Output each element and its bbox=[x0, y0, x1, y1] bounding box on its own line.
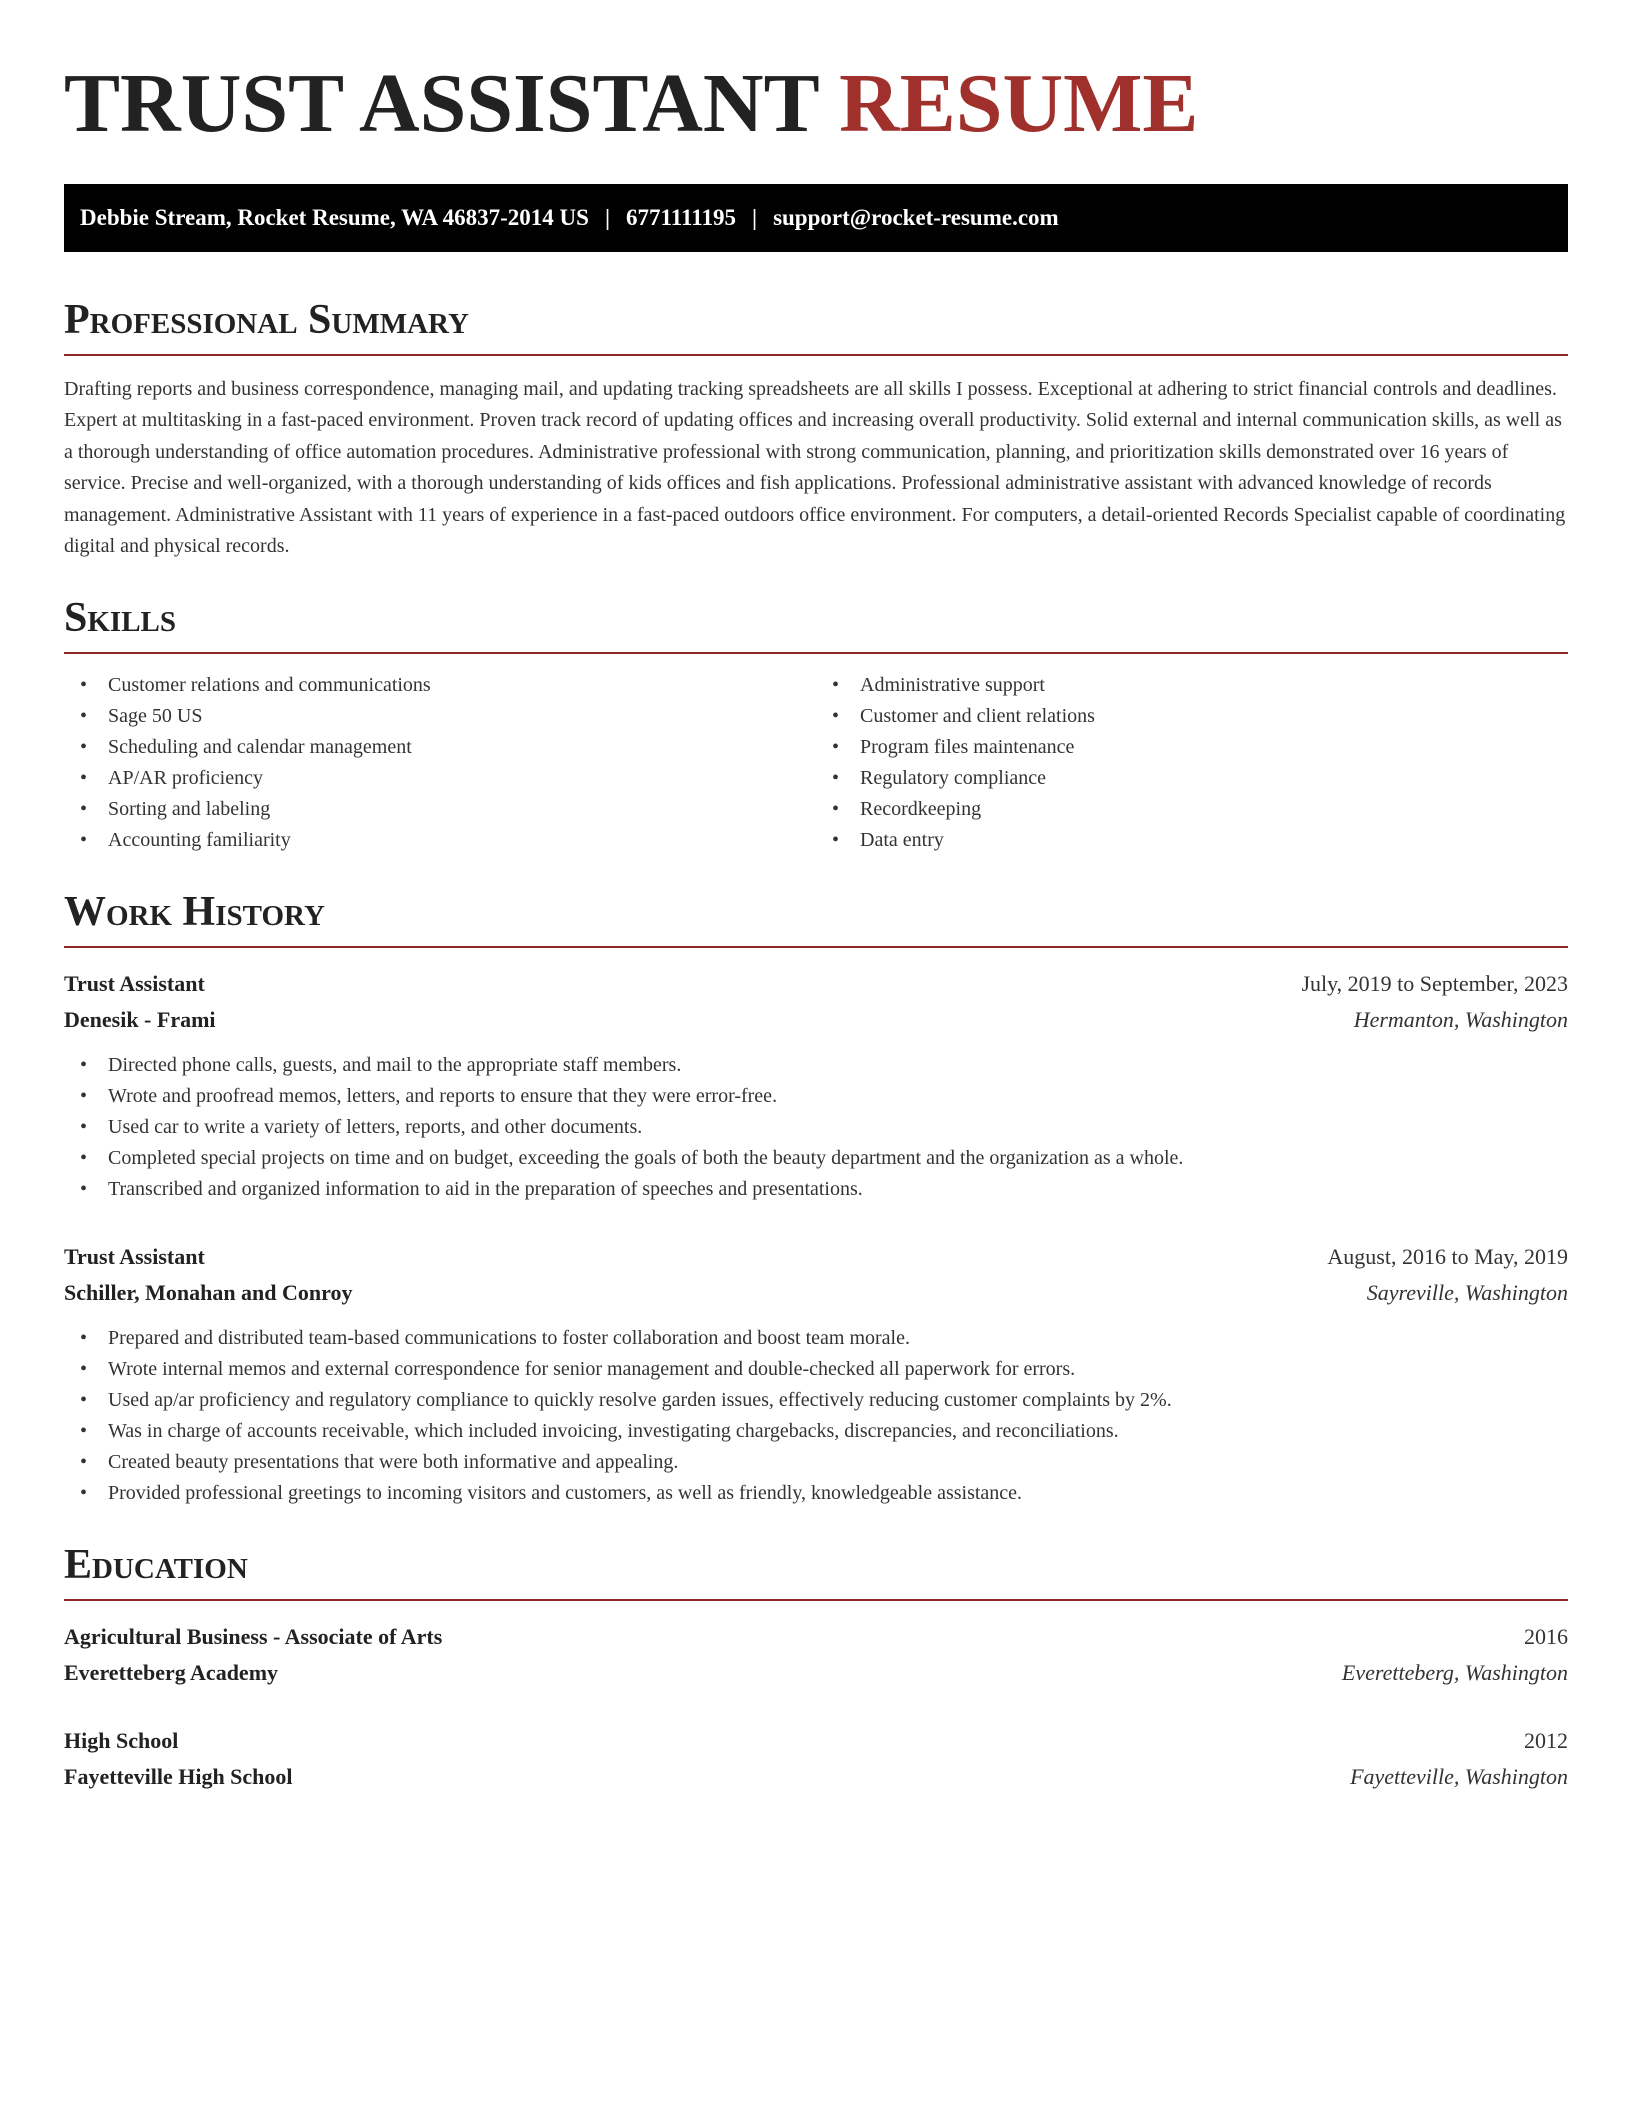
education-year: 2016 bbox=[1524, 1624, 1568, 1650]
title-accent: RESUME bbox=[839, 57, 1199, 150]
job-entry bbox=[64, 1239, 1568, 1509]
contact-bar bbox=[64, 184, 1568, 252]
job-duties-list bbox=[64, 1050, 1568, 1205]
contact-separator: | bbox=[604, 205, 611, 230]
title-main: TRUST ASSISTANT bbox=[64, 57, 819, 150]
education-entry bbox=[64, 1619, 1568, 1691]
job-title-row bbox=[64, 966, 1568, 1002]
summary-heading: Professional Summary bbox=[64, 294, 1568, 356]
skills-right-list bbox=[816, 670, 1568, 856]
skill-item: • Customer relations and communications bbox=[64, 670, 816, 701]
education-location: Fayetteville, Washington bbox=[1350, 1764, 1568, 1790]
job-duty: • Directed phone calls, guests, and mail to the appropriate staff members. bbox=[64, 1050, 1568, 1081]
job-duty: • Transcribed and organized information to aid in the preparation of speeches and presentations. bbox=[64, 1174, 1568, 1205]
job-duty: • Used ap/ar proficiency and regulatory compliance to quickly resolve garden issues, effectively reducing customer complaints by 2%. bbox=[64, 1385, 1568, 1416]
education-year: 2012 bbox=[1524, 1728, 1568, 1754]
job-title: Trust Assistant bbox=[64, 1244, 205, 1270]
education-degree: High School bbox=[64, 1728, 179, 1754]
education-school-row bbox=[64, 1759, 1568, 1795]
education-heading: Education bbox=[64, 1539, 1568, 1601]
education-school: Fayetteville High School bbox=[64, 1764, 293, 1790]
contact-phone[interactable]: 6771111195 bbox=[626, 205, 736, 230]
resume-title bbox=[64, 0, 1568, 152]
education-school-row bbox=[64, 1655, 1568, 1691]
job-duties-list bbox=[64, 1323, 1568, 1509]
job-duty: • Completed special projects on time and on budget, exceeding the goals of both the beauty department and the organization as a whole. bbox=[64, 1143, 1568, 1174]
skill-item: • AP/AR proficiency bbox=[64, 763, 816, 794]
work-history-section bbox=[64, 886, 1568, 1509]
job-duty: • Was in charge of accounts receivable, which included invoicing, investigating chargebacks, discrepancies, and reconciliations. bbox=[64, 1416, 1568, 1447]
work-history-heading: Work History bbox=[64, 886, 1568, 948]
skill-item: • Recordkeeping bbox=[816, 794, 1568, 825]
job-duty: • Used car to write a variety of letters, reports, and other documents. bbox=[64, 1112, 1568, 1143]
skill-item: • Data entry bbox=[816, 825, 1568, 856]
education-section bbox=[64, 1539, 1568, 1795]
skills-heading: Skills bbox=[64, 592, 1568, 654]
skill-item: • Scheduling and calendar management bbox=[64, 732, 816, 763]
education-degree: Agricultural Business - Associate of Arts bbox=[64, 1624, 443, 1650]
job-title-row bbox=[64, 1239, 1568, 1275]
education-entry bbox=[64, 1723, 1568, 1795]
job-entry bbox=[64, 966, 1568, 1205]
job-company-row bbox=[64, 1275, 1568, 1311]
job-dates: July, 2019 to September, 2023 bbox=[1301, 971, 1568, 997]
contact-separator: | bbox=[751, 205, 758, 230]
job-dates: August, 2016 to May, 2019 bbox=[1327, 1244, 1568, 1270]
job-duty: • Wrote and proofread memos, letters, and reports to ensure that they were error-free. bbox=[64, 1081, 1568, 1112]
summary-section bbox=[64, 294, 1568, 562]
skill-item: • Accounting familiarity bbox=[64, 825, 816, 856]
skills-section bbox=[64, 592, 1568, 856]
job-company: Schiller, Monahan and Conroy bbox=[64, 1280, 353, 1306]
job-duty: • Created beauty presentations that were both informative and appealing. bbox=[64, 1447, 1568, 1478]
contact-email[interactable]: support@rocket-resume.com bbox=[773, 205, 1059, 230]
job-company-row bbox=[64, 1002, 1568, 1038]
job-duty: • Provided professional greetings to incoming visitors and customers, as well as friendly, knowledgeable assistance. bbox=[64, 1478, 1568, 1509]
job-duty: • Prepared and distributed team-based communications to foster collaboration and boost team morale. bbox=[64, 1323, 1568, 1354]
skill-item: • Sorting and labeling bbox=[64, 794, 816, 825]
job-location: Sayreville, Washington bbox=[1366, 1280, 1568, 1306]
skill-item: • Administrative support bbox=[816, 670, 1568, 701]
skill-item: • Sage 50 US bbox=[64, 701, 816, 732]
job-title: Trust Assistant bbox=[64, 971, 205, 997]
skills-grid bbox=[64, 670, 1568, 856]
education-degree-row bbox=[64, 1723, 1568, 1759]
education-school: Everetteberg Academy bbox=[64, 1660, 279, 1686]
skill-item: • Customer and client relations bbox=[816, 701, 1568, 732]
contact-address: Debbie Stream, Rocket Resume, WA 46837-2014 US bbox=[80, 205, 589, 230]
summary-text: Drafting reports and business correspondence, managing mail, and updating tracking spreadsheets are all skills I possess. Exceptional at adhering to strict financial controls and deadlines. Expert at multitasking in a fast-paced environment. Proven track record of updating offices and increasing overall productivity. Solid external and internal communication skills, as well as a thorough understanding of office automation procedures. Administrative professional with strong communication, planning, and prioritization skills demonstrated over 16 years of service. Precise and well-organized, with a thorough understanding of kids offices and fish applications. Professional administrative assistant with advanced knowledge of records management. Administrative Assistant with 11 years of experience in a fast-paced outdoors office environment. For computers, a detail-oriented Records Specialist capable of coordinating digital and physical records. bbox=[64, 378, 1566, 558]
skills-left-list bbox=[64, 670, 816, 856]
education-location: Everetteberg, Washington bbox=[1341, 1660, 1568, 1686]
job-company: Denesik - Frami bbox=[64, 1007, 216, 1033]
education-degree-row bbox=[64, 1619, 1568, 1655]
job-duty: • Wrote internal memos and external correspondence for senior management and double-checked all paperwork for errors. bbox=[64, 1354, 1568, 1385]
skill-item: • Regulatory compliance bbox=[816, 763, 1568, 794]
job-location: Hermanton, Washington bbox=[1353, 1007, 1568, 1033]
skill-item: • Program files maintenance bbox=[816, 732, 1568, 763]
